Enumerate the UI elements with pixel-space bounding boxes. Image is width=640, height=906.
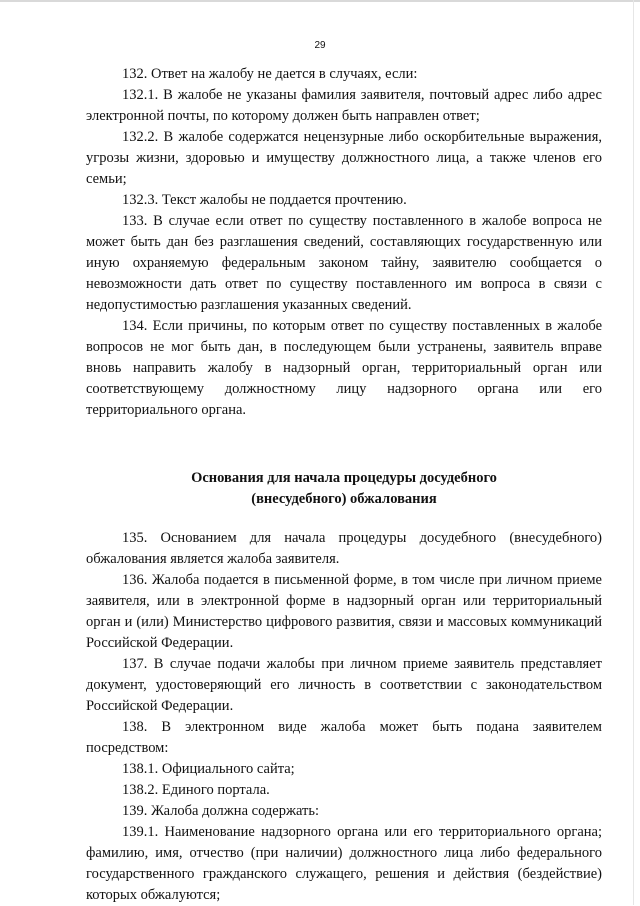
paragraph-135: 135. Основанием для начала процедуры досудебного (внесудебного) обжалования является жалоба заявителя. <box>86 530 602 567</box>
section-heading <box>86 468 602 510</box>
scan-top-edge <box>0 0 640 2</box>
paragraph-132-1: 132.1. В жалобе не указаны фамилия заявителя, почтовый адрес либо адрес электронной почты, по которому должен быть направлен ответ; <box>86 87 602 124</box>
page-number: 29 <box>314 40 326 51</box>
paragraph-138-1: 138.1. Официального сайта; <box>122 761 295 777</box>
paragraph-138-2: 138.2. Единого портала. <box>122 782 270 798</box>
paragraph-132-2: 132.2. В жалобе содержатся нецензурные либо оскорбительные выражения, угрозы жизни, здоровью и имуществу должностного лица, а также членов его семьи; <box>86 129 602 187</box>
paragraph-138: 138. В электронном виде жалоба может быть подана заявителем посредством: <box>86 719 602 756</box>
paragraph-137: 137. В случае подачи жалобы при личном приеме заявитель представляет документ, удостоверяющий его личность в соответствии с законодательством Российской Федерации. <box>86 656 602 714</box>
paragraph-132: 132. Ответ на жалобу не дается в случаях, если: <box>122 66 418 82</box>
section-heading-line-2: (внесудебного) обжалования <box>251 491 437 507</box>
scan-right-edge <box>633 0 634 905</box>
paragraph-139: 139. Жалоба должна содержать: <box>122 803 320 819</box>
document-body <box>86 64 602 906</box>
paragraph-134: 134. Если причины, по которым ответ по существу поставленных в жалобе вопросов не мог быть дан, в последующем были устранены, заявитель вправе вновь направить жалобу в надзорный орган, территориальный орган или соответствующему должностному лицу надзорного органа или его территориального органа. <box>86 318 602 418</box>
paragraph-136: 136. Жалоба подается в письменной форме, в том числе при личном приеме заявителя, или в электронной форме в надзорный орган или территориальный орган и (или) Министерство цифрового развития, связи и массовых коммуникаций Российской Федерации. <box>86 572 602 651</box>
paragraph-132-3: 132.3. Текст жалобы не поддается прочтению. <box>122 192 407 208</box>
paragraph-133: 133. В случае если ответ по существу поставленного в жалобе вопроса не может быть дан без разглашения сведений, составляющих государственную или иную охраняемую федеральным законом тайну, заявителю сообщается о невозможности дать ответ по существу поставленного им вопроса в связи с недопустимостью разглашения указанных сведений. <box>86 213 602 313</box>
section-heading-line-1: Основания для начала процедуры досудебного <box>191 470 497 486</box>
paragraph-139-1: 139.1. Наименование надзорного органа или его территориального органа; фамилию, имя, отчество (при наличии) должностного лица либо федерального государственного гражданского служащего, решения и действия (бездействие) которых обжалуются; <box>86 824 602 903</box>
